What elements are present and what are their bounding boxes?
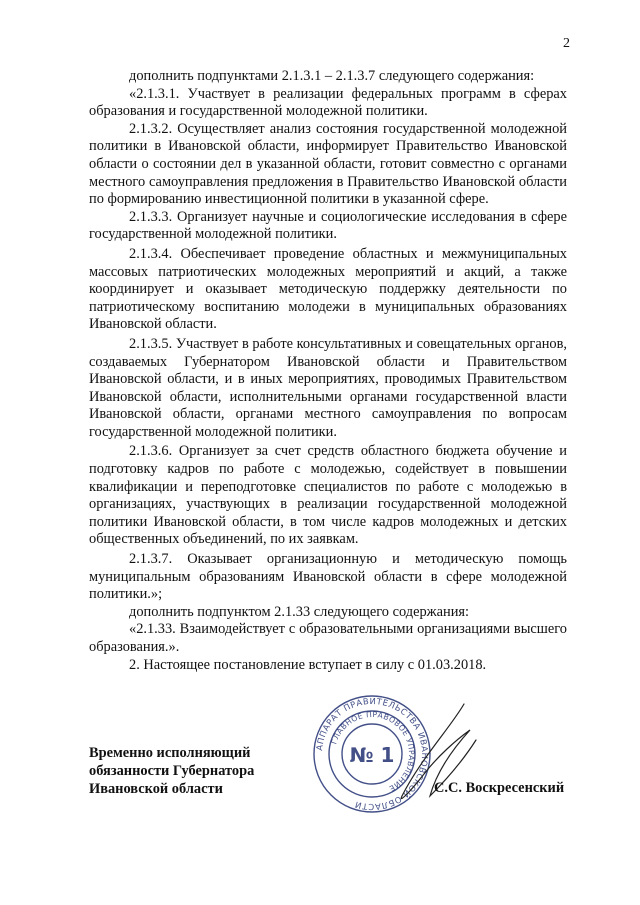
paragraph-2-1-3-1: «2.1.3.1. Участвует в реализации федеральных программ в сферах образования и государственной молодежной политики.	[89, 85, 567, 120]
signer-title-line: Ивановской области	[89, 781, 223, 797]
signer-title-line: обязанности Губернатора	[89, 763, 255, 779]
paragraph-2-1-3-3: 2.1.3.3. Организует научные и социологические исследования в сфере государственной молодежной политики.	[89, 208, 567, 243]
signer-title	[89, 744, 254, 798]
document-body	[89, 68, 567, 674]
paragraph-effective-date: 2. Настоящее постановление вступает в силу с 01.03.2018.	[129, 656, 487, 673]
paragraph-2-1-3-6: 2.1.3.6. Организует за счет средств областного бюджета обучение и подготовку кадров по работе с молодежью, содействует в повышении квалификации и переподготовке специалистов по работе с молодежью в организациях, участвующих в реализации государственной молодежной политики Ивановской области, в том числе кадров молодежных и детских общественных объединений, по их заявкам.	[89, 443, 567, 548]
stamp-outer-textpath: АППАРАТ ПРАВИТЕЛЬСТВА ИВАНОВСКОЙ ОБЛАСТИ	[314, 695, 431, 813]
paragraph-2-1-3-4: 2.1.3.4. Обеспечивает проведение областных и межмуниципальных массовых патриотических молодежных мероприятий и акций, а также координирует и оказывает методическую поддержку деятельности по патриотическому воспитанию молодежи в муниципальных образованиях Ивановской области.	[89, 245, 567, 333]
paragraph-2-1-3-7: 2.1.3.7. Оказывает организационную и методическую помощь муниципальным образованиям Ивановской области в сфере молодежной политики.»;	[89, 551, 567, 603]
paragraph-intro: дополнить подпунктами 2.1.3.1 – 2.1.3.7 следующего содержания:	[129, 68, 535, 84]
page-number: 2	[563, 36, 570, 51]
signer-title-line: Временно исполняющий	[89, 745, 251, 761]
paragraph-2-1-3-2: 2.1.3.2. Осуществляет анализ состояния государственной молодежной политики в Ивановской области, информирует Правительство Ивановской области о состоянии дел в указанной области, готовит совместно с органами местного самоуправления предложения в Правительство Ивановской области по формированию инвестиционной политики в указанной сфере.	[89, 120, 567, 208]
paragraph-2-1-3-5: 2.1.3.5. Участвует в работе консультативных и совещательных органов, создаваемых Губернатором Ивановской области и Правительством Ивановской области, и в иных мероприятиях, проводимых Правительством Ивановской области, исполнительными органами государственной власти Ивановской области, органами местного самоуправления по вопросам государственной молодежной политики.	[89, 335, 567, 440]
signer-name: С.С. Воскресенский	[434, 780, 565, 796]
paragraph-add-2-1-33: дополнить подпунктом 2.1.33 следующего содержания:	[129, 603, 470, 620]
paragraph-2-1-33: «2.1.33. Взаимодействует с образовательными организациями высшего образования.».	[89, 621, 567, 655]
stamp-number: № 1	[349, 743, 395, 767]
stamp-inner-textpath: ГЛАВНОЕ ПРАВОВОЕ УПРАВЛЕНИЕ	[329, 709, 417, 794]
